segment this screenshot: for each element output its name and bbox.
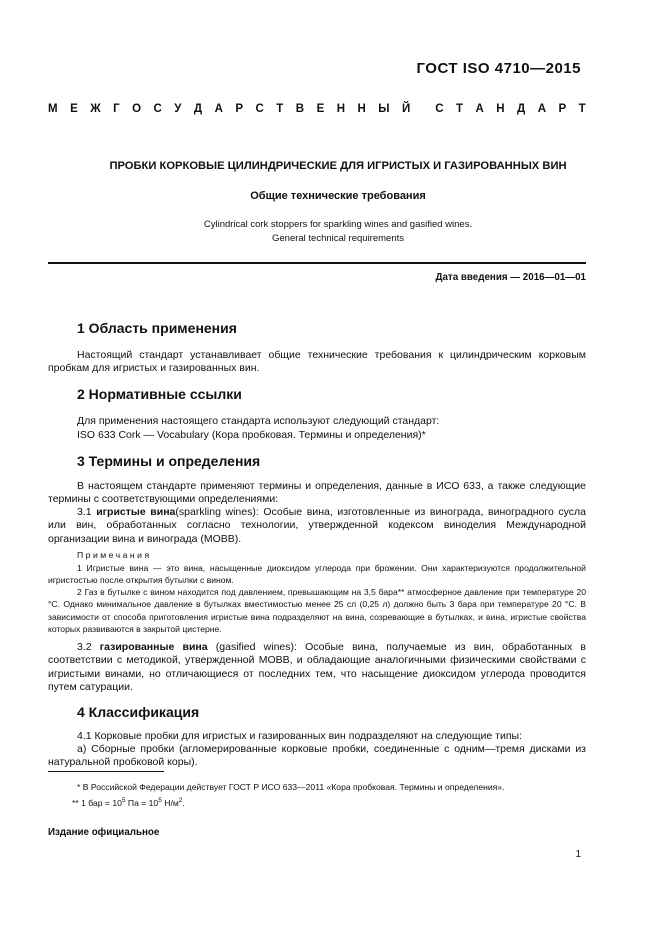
document-subtitle: Общие технические требования [250,190,426,202]
english-title-line: Cylindrical cork stoppers for sparkling wines and gasified wines. [203,219,473,230]
official-edition-label: Издание официальное [48,827,160,838]
banner-letter: У [174,103,182,115]
term-number: 3.1 [77,506,97,518]
banner-letter: Д [193,103,203,115]
exponent: 2 [178,797,183,804]
banner-letter: Д [517,103,526,115]
section-heading: 3 Термины и определения [77,453,261,469]
paragraph: В настоящем стандарте применяют термины и определения, данные в ИСО 633, а также следующие термины с соответствующими определениями: [48,480,586,506]
banner-letter: Т [455,103,464,115]
document-title: ПРОБКИ КОРКОВЫЕ ЦИЛИНДРИЧЕСКИЕ ДЛЯ ИГРИСТЫХ И ГАЗИРОВАННЫХ ВИН [109,160,567,172]
banner-letter: А [475,103,484,115]
english-title-line: General technical requirements [271,233,404,244]
banner-letter: С [153,103,162,115]
section-heading: 4 Классификация [77,704,200,720]
section-heading: 1 Область применения [77,320,237,336]
banner-letter: Н [336,103,346,115]
effective-date: Дата введения — 2016—01—01 [435,272,586,283]
banner-letter: Р [558,103,567,115]
banner-letter: О [132,103,142,115]
footnote-text: Н/м [161,797,179,808]
standard-number: ГОСТ ISO 4710—2015 [416,60,581,77]
interstate-standard-banner [48,103,586,115]
footnote-text: . [182,797,185,808]
normative-reference: ISO 633 Cork — Vocabulary (Кора пробковая. Термины и определения)* [77,429,426,441]
title-divider [48,262,586,264]
banner-letter: В [295,103,305,115]
english-title [48,218,628,246]
banner-letter: Ы [378,103,390,115]
paragraph: Настоящий стандарт устанавливает общие технические требования к цилиндрическим корковым пробкам для игристых и газированных вин. [48,349,586,375]
note: 1 Игристые вина — это вина, насыщенные диоксидом углерода при брожении. Они характеризуются продолжительной игристостью после открытия бутылки с вином. [48,563,586,586]
paragraph: а) Сборные пробки (агломерированные корковые пробки, соединенные с одним—тремя дисками из натуральной пробковой коры). [48,743,586,769]
exponent: 5 [158,797,162,804]
footnote-divider [48,771,164,772]
exponent: 5 [121,797,126,804]
banner-letter: Т [276,103,284,115]
banner-letter: С [435,103,444,115]
banner-letter: Н [357,103,366,115]
paragraph: 4.1 Корковые пробки для игристых и газированных вин подразделяют на следующие типы: [77,730,523,742]
section-heading: 2 Нормативные ссылки [77,386,242,402]
term-definition [48,641,586,694]
banner-letter: Г [113,103,120,115]
paragraph: Для применения настоящего стандарта используют следующий стандарт: [77,415,440,427]
term-name: газированные вина [99,641,208,653]
term-name: игристые вина [96,506,176,518]
footnote [72,794,581,810]
banner-letter: Е [316,103,325,115]
footnote-text: ** 1 бар = 10 [72,797,122,808]
term-text: (sparkling wines): Особые вина, изготовленные из винограда, виноградного сусла или вин, обработанных согласно технологии, утвержденной кодексом виноделия Международной организации вина и винограда (МОВВ). [48,506,587,545]
banner-letter: Ж [90,103,101,115]
footnote: * В Российской Федерации действует ГОСТ Р ИСО 633—2011 «Кора пробковая. Термины и определения». [77,782,505,792]
banner-letter: А [214,103,223,115]
term-text: (gasified wines): Особые вина, получаемые из вин, обработанных в соответствии с методикой, утвержденной МОВВ, и обладающие аналогичными физическими свойствами с игристыми винами, но отличающиеся от последних тем, что насыщение диоксидом углерода проводится путем сатурации. [48,641,586,693]
banner-letter: Н [496,103,505,115]
page-number: 1 [575,849,581,860]
banner-letter: Р [235,103,244,115]
banner-letter: Т [578,103,586,115]
footnote-text: Па = 10 [125,797,159,808]
banner-letter: М [48,103,58,115]
banner-letter: Е [70,103,78,115]
term-number: 3.2 [77,641,100,653]
notes-heading: Примечания [77,550,152,560]
banner-letter: Й [402,103,411,115]
note: 2 Газ в бутылке с вином находится под давлением, превышающим на 3,5 бара** атмосферное давление при температуре 20 °С. Однако минимальное давление в бутылках вместимостью менее 25 cл (0,25 л) должно быть 3 бара при температуре 20 °С. В зависимости от способа приготовления игристые вина подразделяют на вина, созревающие в бутылках, и вина, игристые свойства которых развиваются в закрытой цистерне. [48,587,586,635]
banner-letter: А [537,103,547,115]
banner-letter: С [255,103,264,115]
term-definition [48,506,586,546]
